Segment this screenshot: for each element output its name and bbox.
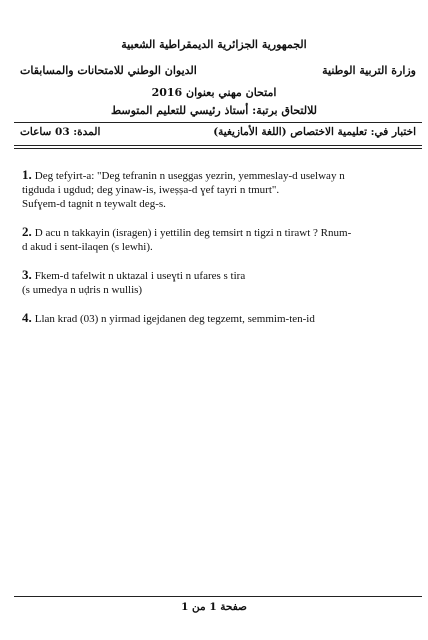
- question-1: [22, 168, 414, 211]
- question-line: 2. D acu n takkayin (isragen) i yettilin deg temsirt n tigzi n tirawt ? Rnum-: [22, 224, 352, 239]
- question-line: 4. Llan krad (03) n yirmad igejdanen deg tegzemt, semmim-ten-id: [22, 310, 315, 325]
- question-line: d akud i sent-ilaqen (s lewhi).: [22, 241, 153, 253]
- questions-list: [22, 168, 414, 340]
- question-line: 1. Deg tefyirt-a: "Deg tefranin n useggas yezrin, yemmeslay-d uselway n: [22, 167, 345, 182]
- question-2: [22, 225, 414, 254]
- question-4: [22, 311, 414, 326]
- exams-office-name: الديوان الوطني للامتحانات والمسابقات: [20, 64, 197, 77]
- ministry-name: وزارة التربية الوطنية: [322, 64, 416, 77]
- republic-title: الجمهورية الجزائرية الديمقراطية الشعبية: [121, 38, 307, 51]
- header-double-divider: [14, 145, 422, 149]
- exam-grade: للالتحاق برتبة: أستاذ رئيسي للتعليم المتوسط: [110, 104, 318, 117]
- question-number: 2.: [22, 224, 32, 239]
- footer-divider: [14, 596, 422, 597]
- question-number: 3.: [22, 267, 32, 282]
- header-divider: [14, 122, 422, 123]
- page-number: صفحة 1 من 1: [181, 601, 247, 613]
- question-line: 3. Fkem-d tafelwit n uktazal i useɣti n ufares s tira: [22, 267, 246, 282]
- question-line: (s umedya n uḍris n wullis): [22, 284, 143, 296]
- question-number: 4.: [22, 310, 32, 325]
- exam-duration: المدة: 03 ساعات: [20, 126, 101, 138]
- question-number: 1.: [22, 167, 32, 182]
- question-line: tigduda i ugdud; deg yinaw-is, iweṣṣa-d ɣef tayri n tmurt".: [22, 184, 280, 196]
- exam-title: امتحان مهني بعنوان 2016: [151, 86, 277, 99]
- exam-subject: اختبار في: تعليمية الاختصاص (اللغة الأمازيغية): [213, 126, 416, 138]
- question-line: Sufɣem-d tagnit n teywalt deg-s.: [22, 198, 166, 210]
- question-3: [22, 268, 414, 297]
